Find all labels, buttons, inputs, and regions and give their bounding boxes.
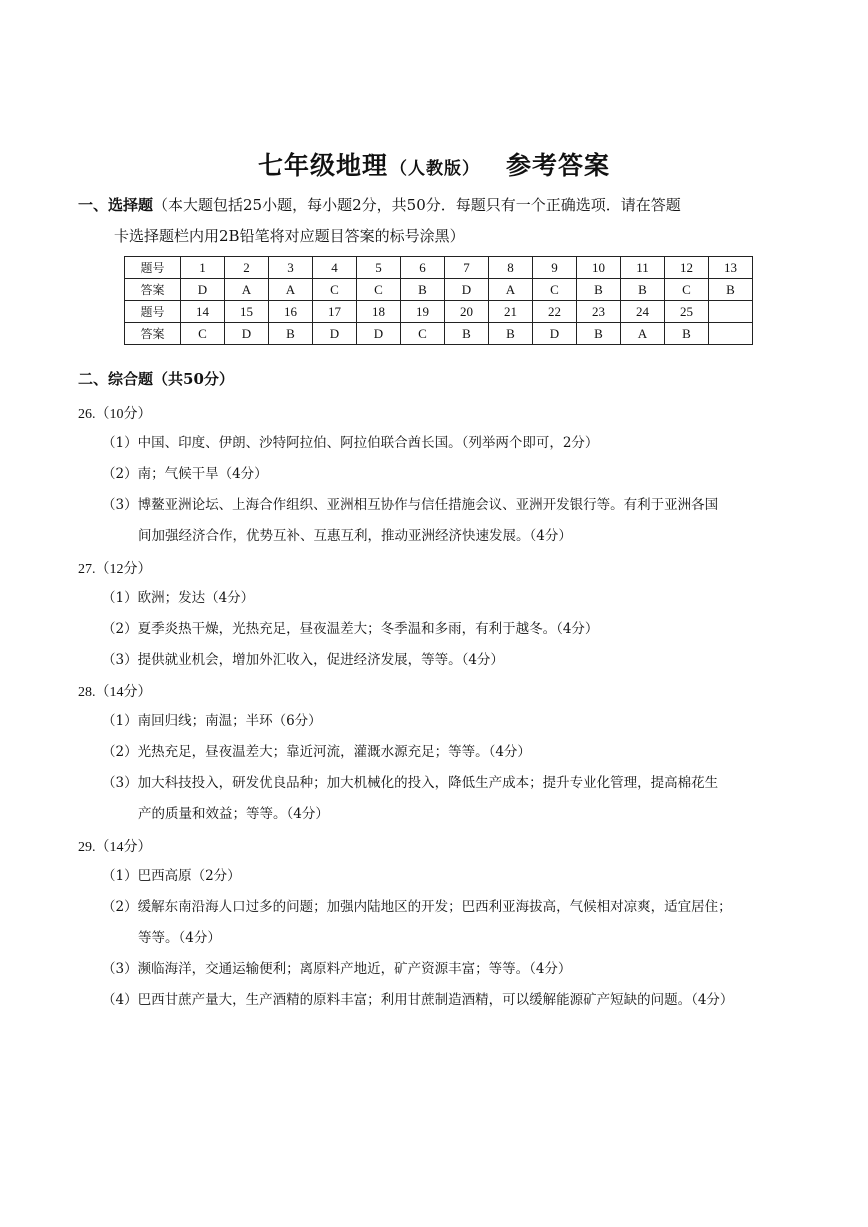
table-row xyxy=(125,323,753,345)
question-26-answer-3-line1: （3）博鳌亚洲论坛、上海合作组织、亚洲相互协作与信任措施会议、亚洲开发银行等。有利于亚洲各国 xyxy=(102,497,719,513)
question-26-answer-1: （1）中国、印度、伊朗、沙特阿拉伯、阿拉伯联合酋长国。（列举两个即可，2分） xyxy=(102,435,599,451)
table-cell: D xyxy=(313,323,357,345)
question-27-answer-1: （1）欧洲；发达（4分） xyxy=(102,590,255,606)
section-choice xyxy=(78,190,798,252)
table-label-num: 题号 xyxy=(125,257,181,279)
table-cell: 18 xyxy=(357,301,401,323)
table-cell: A xyxy=(621,323,665,345)
table-cell: B xyxy=(489,323,533,345)
table-row xyxy=(125,301,753,323)
table-cell: C xyxy=(181,323,225,345)
question-28-answer-2: （2）光热充足，昼夜温差大；靠近河流，灌溉水源充足；等等。（4分） xyxy=(102,744,531,760)
table-cell: D xyxy=(533,323,577,345)
table-label-num: 题号 xyxy=(125,301,181,323)
table-cell: A xyxy=(269,279,313,301)
question-27-number: 27.（12分） xyxy=(78,562,152,577)
table-cell: 5 xyxy=(357,257,401,279)
question-26-number: 26.（10分） xyxy=(78,407,152,422)
question-28-answer-3-line2: 产的质量和效益；等等。（4分） xyxy=(138,806,329,822)
table-cell: D xyxy=(357,323,401,345)
question-29-answer-1: （1）巴西高原（2分） xyxy=(102,868,241,884)
table-label-ans: 答案 xyxy=(125,279,181,301)
question-29-answer-4: （4）巴西甘蔗产量大，生产酒精的原料丰富；利用甘蔗制造酒精，可以缓解能源矿产短缺的问题。（4分） xyxy=(102,992,734,1008)
question-29-answer-3: （3）濒临海洋，交通运输便利；离原料产地近，矿产资源丰富；等等。（4分） xyxy=(102,961,572,977)
table-cell: 23 xyxy=(577,301,621,323)
table-label-ans: 答案 xyxy=(125,323,181,345)
table-cell: 12 xyxy=(665,257,709,279)
question-28-answer-3-line1: （3）加大科技投入，研发优良品种；加大机械化的投入，降低生产成本；提升专业化管理，提高棉花生 xyxy=(102,775,719,791)
table-cell: B xyxy=(709,279,753,301)
question-29-answer-2-line2: 等等。（4分） xyxy=(138,930,221,946)
table-cell: A xyxy=(489,279,533,301)
table-cell: 10 xyxy=(577,257,621,279)
table-cell: D xyxy=(225,323,269,345)
question-27-answer-2: （2）夏季炎热干燥，光热充足，昼夜温差大；冬季温和多雨，有利于越冬。（4分） xyxy=(102,621,599,637)
table-cell: 22 xyxy=(533,301,577,323)
table-cell: 8 xyxy=(489,257,533,279)
table-cell xyxy=(709,323,753,345)
table-cell: 14 xyxy=(181,301,225,323)
section-choice-desc-cont: 卡选择题栏内用2B铅笔将对应题目答案的标号涂黑） xyxy=(114,227,465,245)
title-edition: （人教版） xyxy=(390,159,480,179)
table-cell: 16 xyxy=(269,301,313,323)
table-cell: 2 xyxy=(225,257,269,279)
table-cell: 6 xyxy=(401,257,445,279)
page-title xyxy=(0,146,868,182)
question-29-number: 29.（14分） xyxy=(78,840,152,855)
table-cell: B xyxy=(577,279,621,301)
table-cell: B xyxy=(621,279,665,301)
table-cell: 13 xyxy=(709,257,753,279)
table-cell: B xyxy=(401,279,445,301)
title-answers: 参考答案 xyxy=(506,151,611,180)
table-row xyxy=(125,279,753,301)
question-26-answer-2: （2）南；气候干旱（4分） xyxy=(102,466,268,482)
table-row xyxy=(125,257,753,279)
table-cell: C xyxy=(357,279,401,301)
table-cell: B xyxy=(269,323,313,345)
table-cell: 7 xyxy=(445,257,489,279)
table-cell: B xyxy=(445,323,489,345)
table-cell: 24 xyxy=(621,301,665,323)
question-28-number: 28.（14分） xyxy=(78,685,152,700)
table-cell: 21 xyxy=(489,301,533,323)
table-cell: D xyxy=(445,279,489,301)
table-cell: 25 xyxy=(665,301,709,323)
table-cell: 11 xyxy=(621,257,665,279)
question-29-answer-2 xyxy=(102,892,802,954)
question-26-answer-3-line2: 间加强经济合作，优势互补、互惠互利，推动亚洲经济快速发展。（4分） xyxy=(138,528,572,544)
table-cell: C xyxy=(313,279,357,301)
section-choice-heading: 一、选择题 xyxy=(78,196,154,214)
answer-table xyxy=(124,256,753,345)
table-cell: B xyxy=(577,323,621,345)
section-comprehensive-heading: 二、综合题（共50分） xyxy=(78,370,234,388)
section-choice-desc: （本大题包括25小题，每小题2分，共50分．每题只有一个正确选项．请在答题 xyxy=(153,196,681,214)
table-cell: 17 xyxy=(313,301,357,323)
table-cell: 3 xyxy=(269,257,313,279)
table-cell: B xyxy=(665,323,709,345)
table-cell: 15 xyxy=(225,301,269,323)
table-cell: C xyxy=(665,279,709,301)
table-cell: C xyxy=(533,279,577,301)
table-cell: D xyxy=(181,279,225,301)
table-cell: C xyxy=(401,323,445,345)
question-29-answer-2-line1: （2）缓解东南沿海人口过多的问题；加强内陆地区的开发；巴西利亚海拔高，气候相对凉爽，适宜居住； xyxy=(102,899,732,915)
table-cell: 19 xyxy=(401,301,445,323)
question-27-answer-3: （3）提供就业机会，增加外汇收入，促进经济发展，等等。（4分） xyxy=(102,652,504,668)
question-28-answer-3 xyxy=(102,768,802,830)
question-26-answer-3 xyxy=(102,490,802,552)
table-cell xyxy=(709,301,753,323)
table-cell: 20 xyxy=(445,301,489,323)
table-cell: 4 xyxy=(313,257,357,279)
question-28-answer-1: （1）南回归线；南温；半环（6分） xyxy=(102,713,322,729)
table-cell: 1 xyxy=(181,257,225,279)
table-cell: A xyxy=(225,279,269,301)
table-cell: 9 xyxy=(533,257,577,279)
title-main: 七年级地理 xyxy=(257,151,388,180)
